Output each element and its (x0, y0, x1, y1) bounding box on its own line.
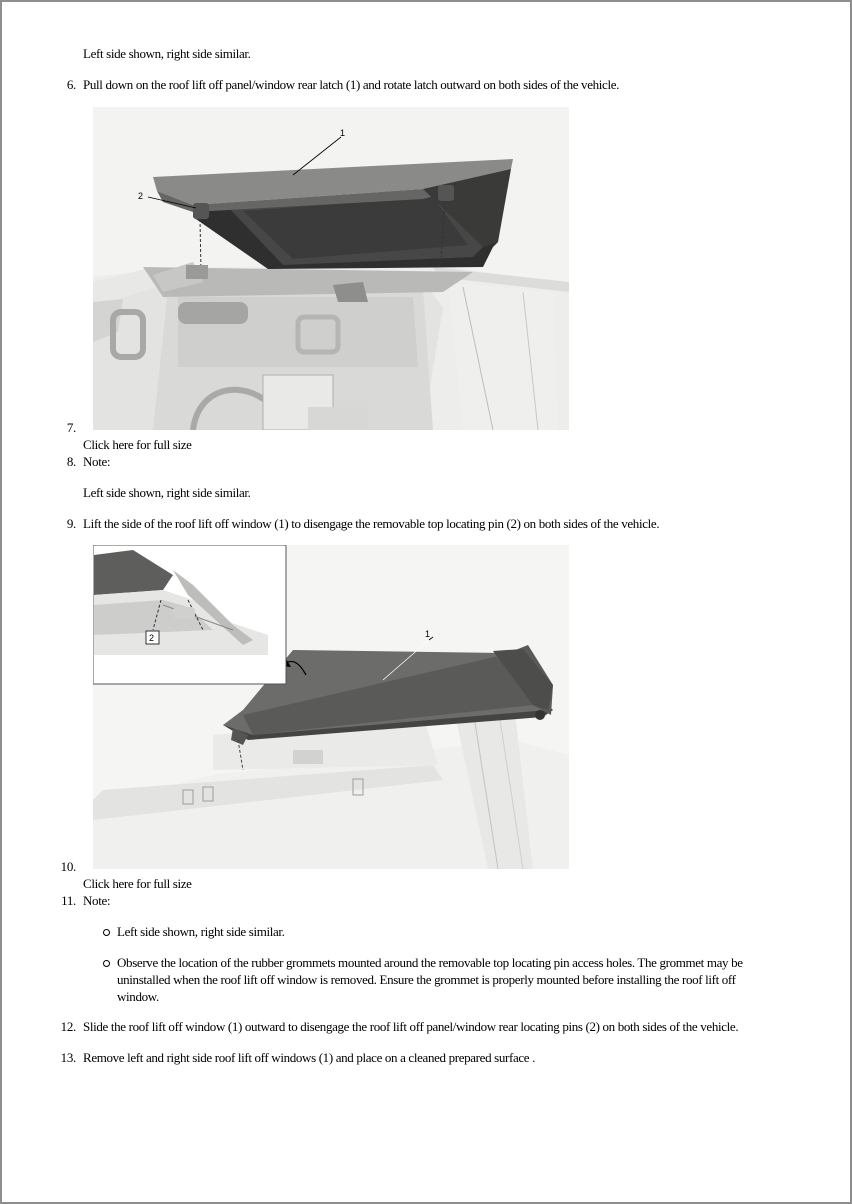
step-number: 9. (66, 516, 76, 531)
step-number: 8. (66, 454, 76, 469)
step-text: Lift the side of the roof lift off window (1) to disengage the removable top locating pin (2) on both sides of the vehicle. (83, 516, 660, 531)
roof-latch-drawing (93, 107, 569, 430)
step-number: 11. (61, 893, 76, 908)
callout-2-label: 2 (138, 191, 144, 201)
step-text: Pull down on the roof lift off panel/window rear latch (1) and rotate latch outward on both sides of the vehicle. (83, 77, 620, 92)
full-size-link[interactable]: Click here for full size (83, 437, 192, 452)
step-text: Slide the roof lift off window (1) outward to disengage the roof lift off panel/window rear locating pins (2) on both sides of the vehicle. (83, 1019, 739, 1034)
note-label: Note: (83, 893, 111, 908)
bullet-text: Left side shown, right side similar. (117, 924, 285, 939)
step-number: 6. (66, 77, 76, 92)
note-label: Note: (83, 454, 111, 469)
step-number: 10. (60, 859, 76, 874)
callout-1-label: 1 (340, 128, 346, 138)
bullet-marker (103, 929, 110, 936)
callout-1-label: 1 (425, 629, 431, 639)
bullet-marker (103, 960, 110, 967)
roof-window-lift-illustration[interactable] (93, 545, 569, 869)
step-number: 13. (60, 1050, 76, 1065)
step-number: 12. (60, 1019, 76, 1034)
note-text: Left side shown, right side similar. (83, 485, 251, 500)
note-text: Left side shown, right side similar. (83, 46, 251, 61)
callout-2-label: 2 (149, 633, 155, 643)
bullet-text: Observe the location of the rubber grommets mounted around the removable top locating pin access holes. The grommet may be uninstalled when the roof lift off window is removed. Ensure the grommet is properly mounted before installing the roof lift off window. (117, 955, 743, 1004)
step-number: 7. (66, 420, 76, 435)
roof-window-lift-drawing (93, 545, 569, 869)
full-size-link[interactable]: Click here for full size (83, 876, 192, 891)
step-text: Remove left and right side roof lift off windows (1) and place on a cleaned prepared surface . (83, 1050, 536, 1065)
roof-latch-illustration[interactable] (93, 107, 569, 430)
